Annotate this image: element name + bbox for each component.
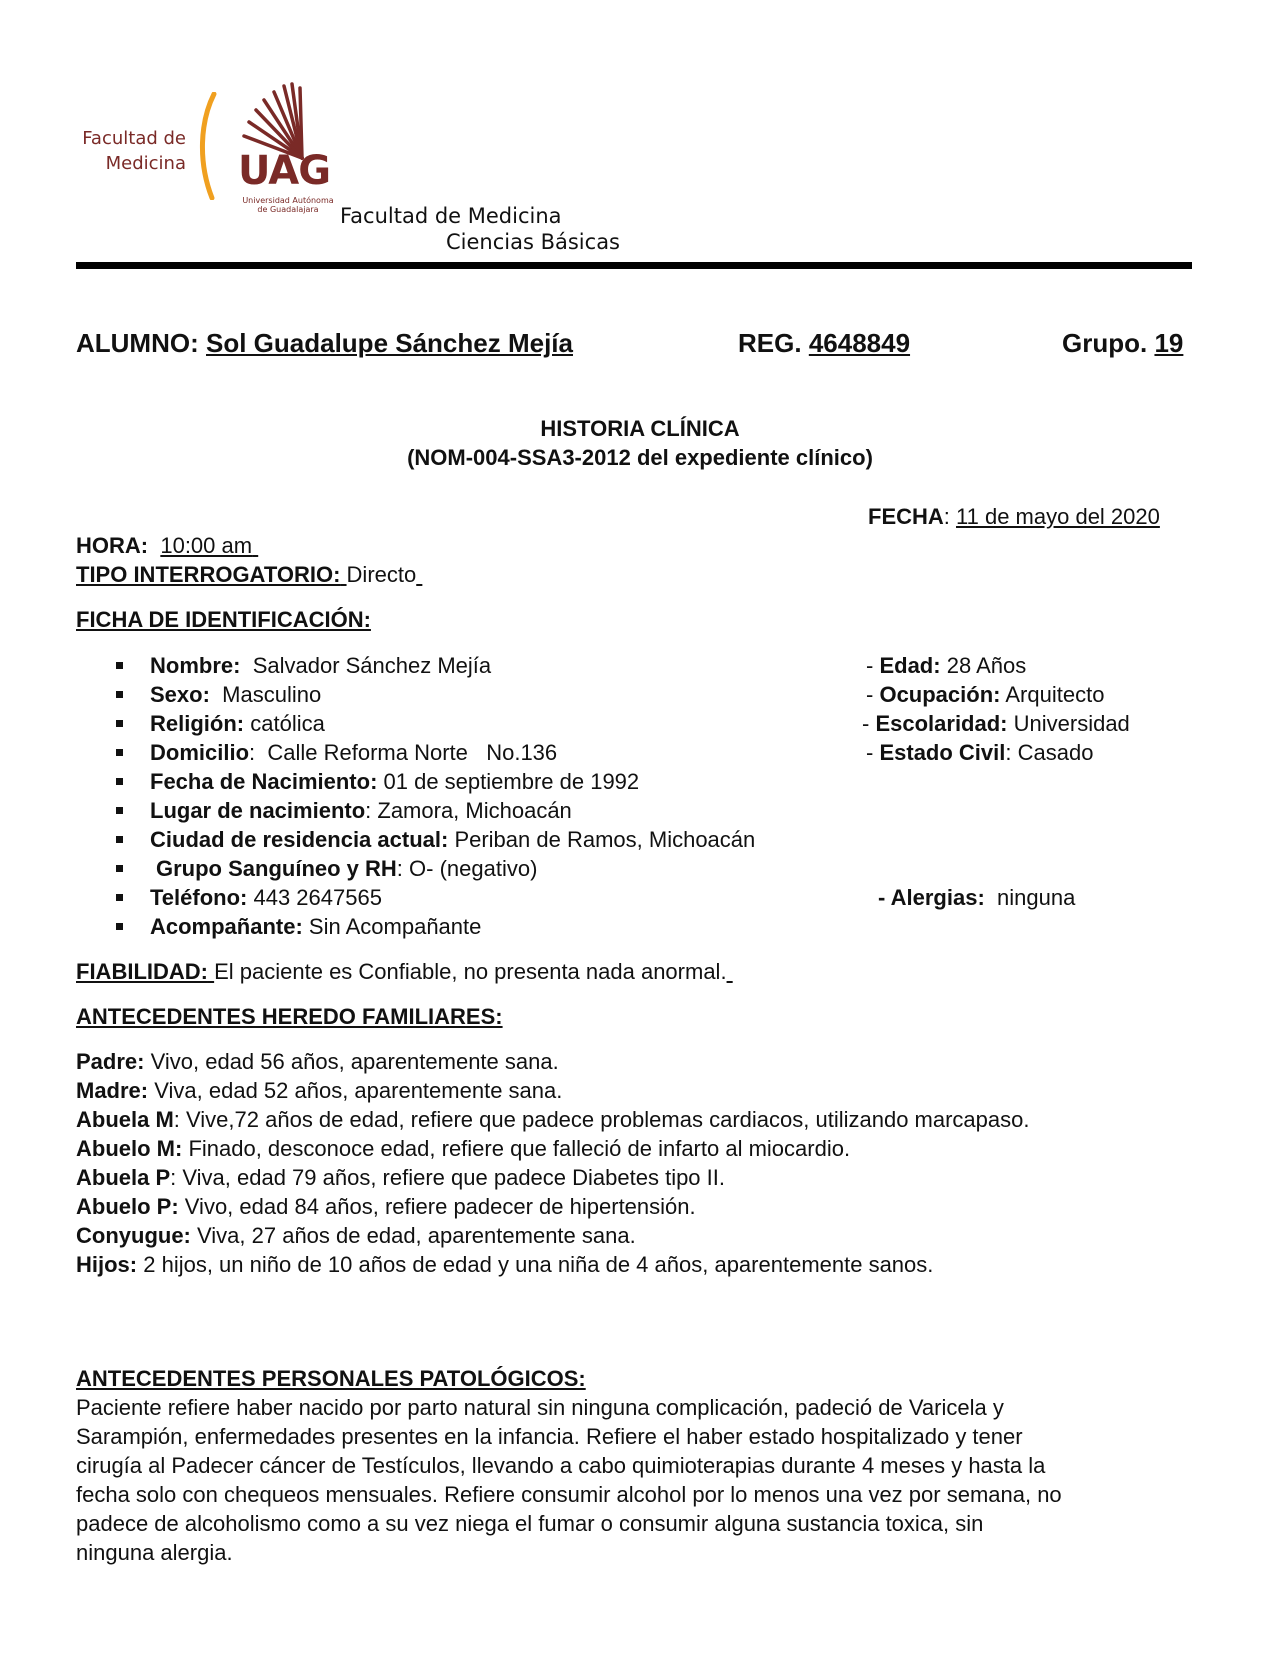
header-divider [76,262,1192,269]
list-item: Hijos: 2 hijos, un niño de 10 años de edad y una niña de 4 años, aparentemente sanos. [76,1252,934,1277]
registration-number: 4648849 [808,328,911,358]
bullet-icon [116,807,123,814]
list-item: Acompañante: Sin Acompañante [150,914,482,939]
pathological-history-text: Paciente refiere haber nacido por parto natural sin ninguna complicación, padeció de Varicela y Sarampión, enfermedades presentes en la infancia. Refiere el haber estado hospitalizado y tener cirugía al Padecer cáncer de Testículos, llevando a cabo quimioterapias durante 4 meses y hasta la fecha solo con chequeos mensuales. Refiere consumir alcohol por lo menos una vez por semana, no padece de alcoholismo como a su vez niega el fumar o consumir alguna sustancia toxica, sin ninguna alergia. [76,1395,1062,1565]
list-item: Nombre: Salvador Sánchez Mejía [150,653,492,678]
pathological-history-heading: ANTECEDENTES PERSONALES PATOLÓGICOS: [76,1366,586,1391]
group-number: 19 [1154,328,1184,358]
bullet-icon [116,720,123,727]
list-item: Ciudad de residencia actual: Periban de Ramos, Michoacán [150,827,756,852]
interrogation-value: Directo [346,562,417,587]
student-name: Sol Guadalupe Sánchez Mejía [206,328,573,358]
header-subtitle: Ciencias Básicas [446,230,620,254]
list-item: - Ocupación: Arquitecto [866,682,1105,707]
logo-faculty-text: Facultad de Medicina [82,128,186,174]
list-item: - Alergias: ninguna [878,885,1076,910]
date-value: 11 de mayo del 2020 [956,504,1160,529]
list-item: Sexo: Masculino [150,682,322,707]
list-item: Madre: Viva, edad 52 años, aparentemente sana. [76,1078,563,1103]
time-line: HORA: 10:00 am [76,533,253,558]
bullet-icon [116,662,123,669]
list-item: Abuela M: Vive,72 años de edad, refiere que padece problemas cardiacos, utilizando marcapaso. [76,1107,1030,1132]
identification-heading: FICHA DE IDENTIFICACIÓN: [76,607,371,632]
bullet-icon [116,836,123,843]
list-item: - Estado Civil: Casado [866,740,1094,765]
bullet-icon [116,894,123,901]
bullet-icon [116,865,123,872]
list-item: Padre: Vivo, edad 56 años, aparentemente sana. [76,1049,559,1074]
bullet-icon [116,778,123,785]
bullet-icon [116,923,123,930]
logo-university-name: Universidad Autónoma de Guadalajara [242,196,334,214]
logo-orange-arc [196,92,218,200]
list-item: Domicilio: Calle Reforma Norte No.136 [150,740,558,765]
bullet-icon [116,749,123,756]
list-item: Religión: católica [150,711,325,736]
group-line: Grupo. 19 [1062,328,1184,358]
header-faculty: Facultad de Medicina [340,204,562,228]
list-item: Abuela P: Viva, edad 79 años, refiere que padece Diabetes tipo II. [76,1165,725,1190]
time-value: 10:00 am [160,533,253,558]
list-item: - Escolaridad: Universidad [862,711,1130,736]
registration-line: REG. 4648849 [738,328,911,358]
list-item: Fecha de Nacimiento: 01 de septiembre de 1992 [150,769,640,794]
list-item: Conyugue: Viva, 27 años de edad, aparentemente sana. [76,1223,636,1248]
list-item: Lugar de nacimiento: Zamora, Michoacán [150,798,572,823]
reliability-line: FIABILIDAD: El paciente es Confiable, no presenta nada anormal. [76,959,727,984]
list-item: Teléfono: 443 2647565 [150,885,382,910]
logo-acronym: UAG [238,148,331,194]
list-item: - Edad: 28 Años [866,653,1027,678]
bullet-icon [116,691,123,698]
document-title: HISTORIA CLÍNICA [540,416,740,441]
student-name-line: ALUMNO: Sol Guadalupe Sánchez Mejía [76,328,573,358]
interrogation-line: TIPO INTERROGATORIO: Directo [76,562,417,587]
list-item: Abuelo P: Vivo, edad 84 años, refiere padecer de hipertensión. [76,1194,696,1219]
document-subtitle: (NOM-004-SSA3-2012 del expediente clínico) [407,445,873,470]
family-history-list [76,1047,1029,1279]
family-history-heading: ANTECEDENTES HEREDO FAMILIARES: [76,1004,503,1029]
list-item: Grupo Sanguíneo y RH: O- (negativo) [156,856,538,881]
date-line: FECHA: 11 de mayo del 2020 [868,504,1160,529]
list-item: Abuelo M: Finado, desconoce edad, refiere que falleció de infarto al miocardio. [76,1136,851,1161]
